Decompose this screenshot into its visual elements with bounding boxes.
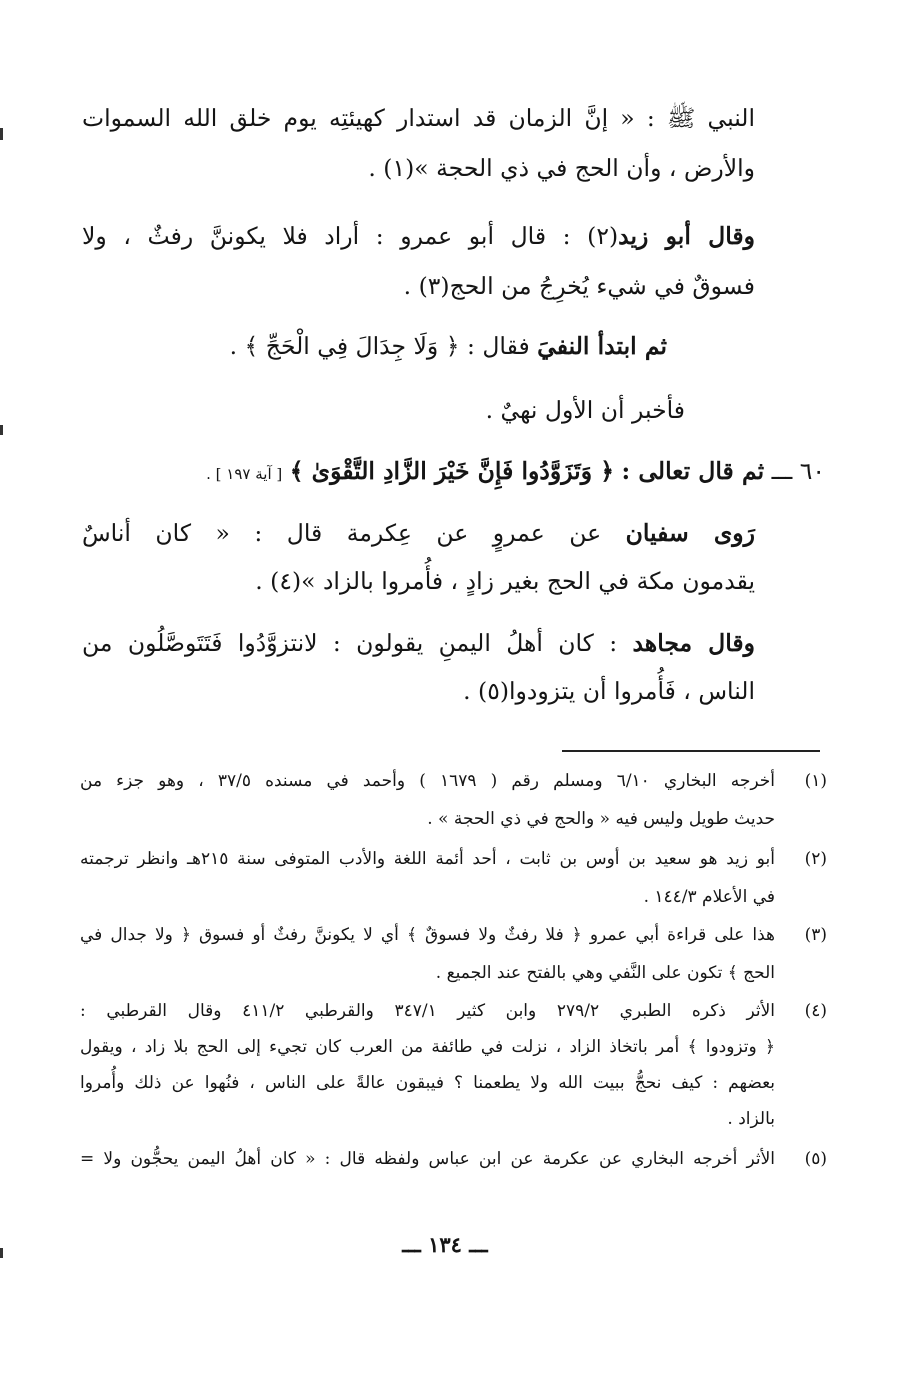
text-line: والأرض ، وأن الحج في ذي الحجة »(١) .: [368, 154, 755, 182]
text-run: فقال : ﴿ وَلَا جِدَالَ فِي الْحَجِّ ﴾ .: [229, 332, 538, 360]
speaker-name: وقال مجاهد: [632, 629, 755, 657]
text-run: (٢) : قال أبو عمرو : أراد فلا يكوننَّ رفثٌ ، ولا: [82, 222, 619, 250]
footnote-line: أبو زيد هو سعيد بن أوس بن ثابت ، أحد أئمة اللغة والأدب المتوفى سنة ٢١٥هـ وانظر ترجمته: [80, 849, 775, 869]
footnote-number: (٢): [804, 849, 827, 869]
footnote-line: في الأعلام ١٤٤/٣ .: [643, 887, 775, 907]
footnote-line: الأثر أخرجه البخاري عن عكرمة عن ابن عباس ولفظه قال : « كان أهلُ اليمن يحجُّون ولا =: [80, 1149, 775, 1169]
text-line: [82, 326, 667, 366]
scan-artifact: [0, 1248, 3, 1258]
footnote-line: الأثر ذكره الطبري ٢٧٩/٢ وابن كثير ٣٤٧/١ والقرطبي ٤١١/٢ وقال القرطبي :: [80, 1001, 775, 1021]
text-run: عن عمروٍ عن عِكرمة قال : « كان أناسٌ: [82, 519, 626, 547]
scan-artifact: [0, 128, 3, 140]
speaker-name: رَوى سفيان: [625, 519, 755, 547]
text-line: [82, 623, 755, 663]
footnote-line: حديث طويل وليس فيه « والحج في ذي الحجة » .: [427, 809, 775, 829]
paragraph-number: ٦٠ ـــ: [771, 457, 825, 485]
footnote-line: بعضهم : كيف نحجُّ ببيت الله ولا يطعمنا ؟ فيبقون عالةً على الناس ، فنُهوا عن ذلك وأُمروا: [80, 1073, 775, 1093]
text-line: [82, 513, 755, 553]
footnote-line: الحج ﴾ تكون على النَّفي وهي بالفتح عند الجميع .: [435, 963, 775, 983]
footnote-number: (٤): [804, 1001, 827, 1021]
text-line: [82, 216, 755, 256]
speaker-name: وقال أبو زيد: [618, 222, 755, 250]
footnote-line: هذا على قراءة أبي عمرو ﴿ فلا رفثٌ ولا فسوقٌ ﴾ أي لا يكوننَّ رفثٌ أو فسوق ﴿ ولا جدال في: [80, 925, 775, 945]
footnote-line: أخرجه البخاري ٦/١٠ ومسلم رقم ( ١٦٧٩ ) وأحمد في مسنده ٣٧/٥ ، وهو جزء من: [80, 771, 775, 791]
verse-line: [100, 451, 825, 494]
text-line: يقدمون مكة في الحج بغير زادٍ ، فأُمروا بالزاد »(٤) .: [255, 567, 755, 595]
text-line: الناس ، فَأُمروا أن يتزودوا(٥) .: [463, 677, 755, 705]
footnote-number: (١): [804, 771, 827, 791]
speaker-name: ثم ابتدأ النفيَ: [537, 332, 667, 360]
footnote-number: (٣): [804, 925, 827, 945]
text-run: : كان أهلُ اليمنِ يقولون : لانتزوَّدُوا فَتَتَوصَّلُون من: [82, 629, 633, 657]
text-line: فسوقٌ في شيء يُخرِجُ من الحج(٣) .: [403, 272, 755, 300]
footnote-separator: [562, 750, 820, 752]
text-line: النبي ﷺ : « إنَّ الزمان قد استدار كهيئتِه يوم خلق الله السموات: [82, 104, 755, 132]
footnote-line: بالزاد .: [727, 1109, 775, 1129]
text-line: فأخبر أن الأول نهيٌ .: [485, 396, 685, 424]
quran-verse: ﴿ وَتَزَوَّدُوا فَإِنَّ خَيْرَ الزَّادِ التَّقْوَىٰ ﴾: [289, 457, 614, 485]
footnote-number: (٥): [804, 1149, 827, 1169]
footnote-line: ﴿ وتزودوا ﴾ أمر باتخاذ الزاد ، نزلت في طائفة من العرب كان تجيء إلى الحج بلا زاد ، ويقول: [80, 1037, 775, 1057]
speaker-name: ثم قال تعالى :: [621, 457, 765, 485]
page-number: ـــ ١٣٤ ـــ: [402, 1232, 488, 1257]
scan-artifact: [0, 425, 3, 435]
verse-reference: [ آية ١٩٧ ] .: [206, 465, 283, 483]
